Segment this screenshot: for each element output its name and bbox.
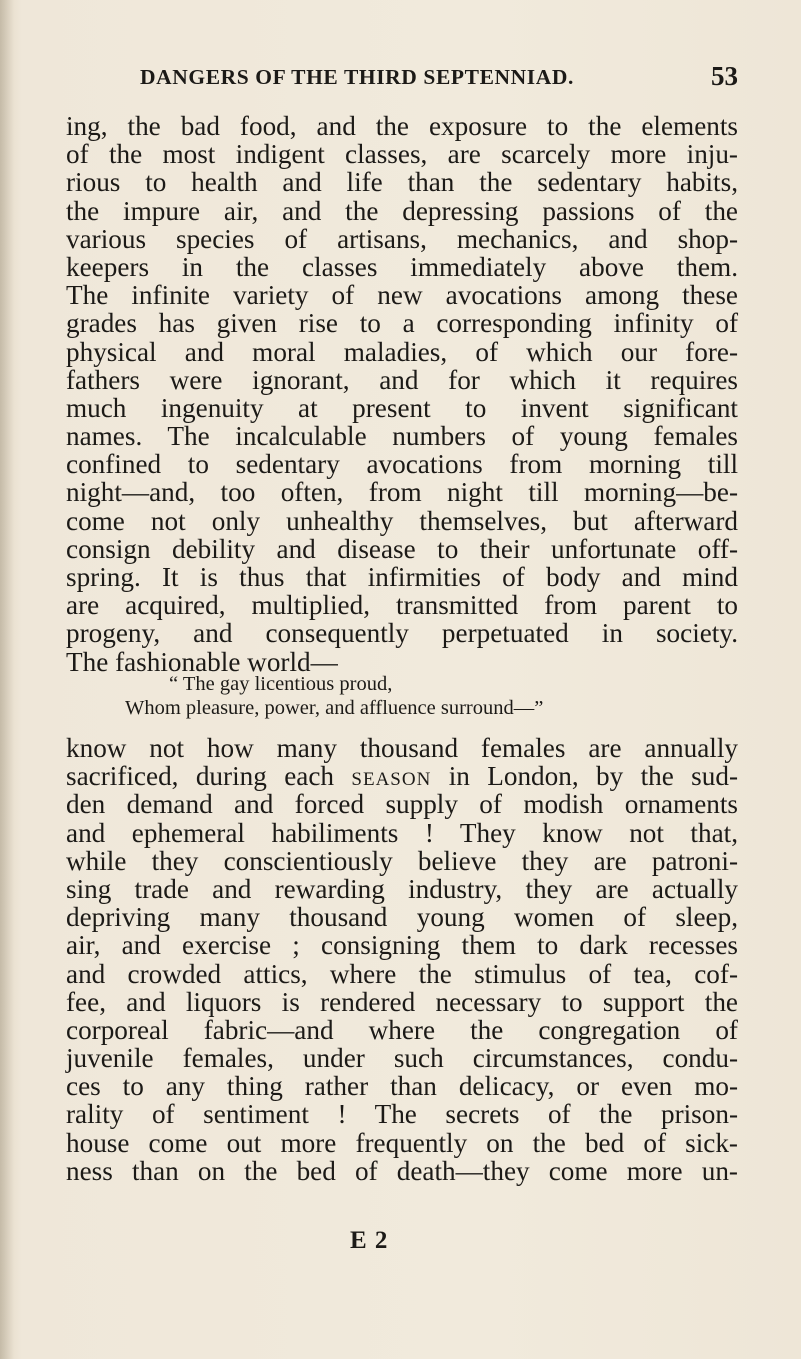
text-fragment: in London, by the sud- [431,761,738,792]
text-line: sing trade and rewarding industry, they are actually [66,873,738,904]
page-gutter-shadow [0,0,14,1359]
text-line: fathers were ignorant, and for which it requires [66,364,738,395]
signature-mark: E 2 [350,1227,389,1254]
page-number: 53 [711,61,738,91]
text-line: air, and exercise ; consigning them to dark recesses [66,930,738,961]
text-line: juvenile females, under such circumstances, condu- [66,1043,738,1074]
page-header [140,63,738,97]
text-line: keepers in the classes immediately above them. [66,251,738,282]
text-line: rality of sentiment ! The secrets of the prison- [66,1099,738,1130]
text-line: come not only unhealthy themselves, but afterward [66,505,738,536]
paragraph-2 [66,734,738,1185]
text-line: progeny, and consequently perpetuated in society. [66,618,738,649]
text-line: rious to health and life than the sedentary habits, [66,167,738,198]
text-line: and crowded attics, where the stimulus of tea, cof- [66,958,738,989]
text-fragment: sacrificed, during each [66,761,352,792]
text-line: the impure air, and the depressing passions of the [66,195,738,226]
text-line: grades has given rise to a corresponding infinity of [66,308,738,339]
text-line [66,762,738,790]
text-line: ness than on the bed of death—they come more un- [66,1155,738,1186]
text-line: physical and moral maladies, of which our fore- [66,336,738,367]
small-caps-word: season [351,761,432,792]
text-line: fee, and liquors is rendered necessary to support the [66,986,738,1017]
text-line: various species of artisans, mechanics, and shop- [66,223,738,254]
text-line: know not how many thousand females are annually [66,733,738,763]
text-line: ing, the bad food, and the exposure to the elements [66,111,738,141]
text-line: much ingenuity at present to invent significant [66,392,738,423]
text-line: ces to any thing rather than delicacy, or even mo- [66,1071,738,1102]
text-line: The fashionable world— [66,646,338,677]
verse-quotation [125,672,685,720]
text-line: den demand and forced supply of modish ornaments [66,789,738,820]
text-line: confined to sedentary avocations from morning till [66,449,738,480]
quote-line: “ The gay licentious proud, [169,673,393,695]
running-head: DANGERS OF THE THIRD SEPTENNIAD. [140,65,574,89]
text-line: night—and, too often, from night till morning—be- [66,477,738,508]
text-line: The infinite variety of new avocations among these [66,280,738,311]
text-line: names. The incalculable numbers of young females [66,421,738,452]
text-line: and ephemeral habiliments ! They know not that, [66,817,738,848]
text-line: are acquired, multiplied, transmitted from parent to [66,590,738,621]
text-line: depriving many thousand young women of sleep, [66,902,738,933]
text-line: corporeal fabric—and where the congregation of [66,1014,738,1045]
paragraph-1 [66,112,738,676]
text-line: consign debility and disease to their unfortunate off- [66,533,738,564]
text-line: while they conscientiously believe they are patroni- [66,845,738,876]
text-line: house come out more frequently on the bed of sick- [66,1127,738,1158]
quote-line: Whom pleasure, power, and affluence surround—” [125,697,544,719]
text-line: of the most indigent classes, are scarcely more inju- [66,139,738,170]
text-line: spring. It is thus that infirmities of body and mind [66,562,738,592]
